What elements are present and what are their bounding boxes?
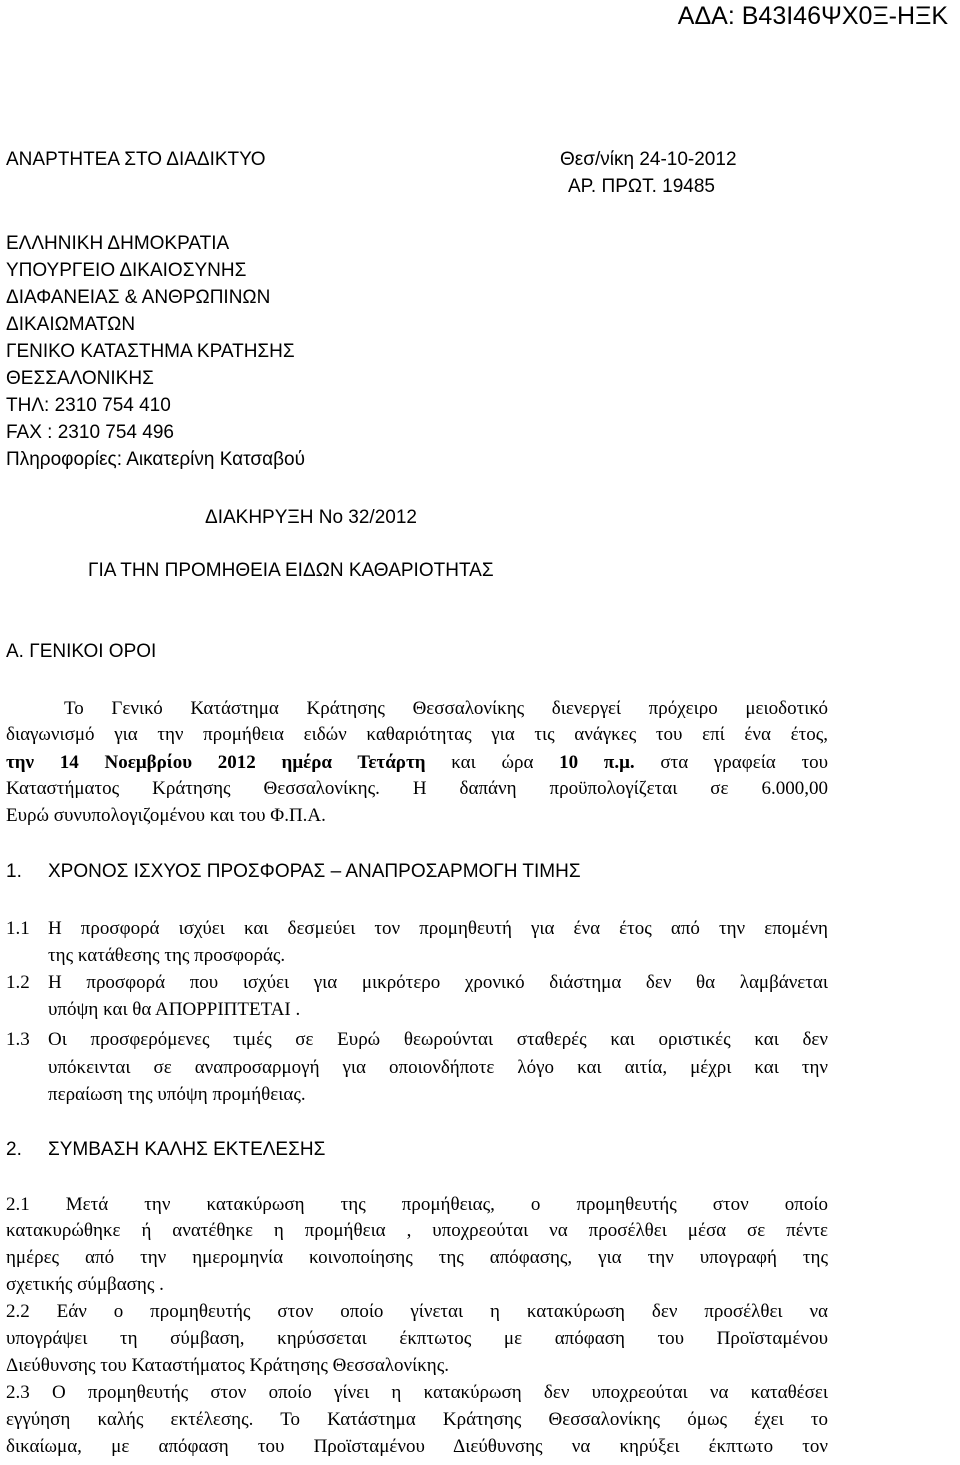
section-2-line: σχετικής σύμβασης . bbox=[6, 1274, 164, 1295]
item-number: 1.2 bbox=[6, 972, 30, 993]
section-2-line: Διεύθυνσης του Καταστήματος Κράτησης Θεσσαλονίκης. bbox=[6, 1355, 450, 1376]
section-1-number: 1. bbox=[6, 861, 22, 882]
tender-date: την 14 Νοεμβρίου 2012 ημέρα Τετάρτη bbox=[6, 752, 426, 773]
sender-line: ΔΙΚΑΙΩΜΑΤΩΝ bbox=[6, 314, 136, 335]
posting-note: ΑΝΑΡΤΗΤΕΑ ΣΤΟ ΔΙΑΔΙΚΤΥΟ bbox=[6, 149, 266, 170]
section-2-line: 2.1 Μετά την κατακύρωση της προμήθειας, ο προμηθευτής στον οποίο bbox=[6, 1194, 828, 1215]
document-date: Θεσ/νίκη 24-10-2012 bbox=[560, 149, 737, 170]
sender-line: ΥΠΟΥΡΓΕΙΟ ΔΙΚΑΙΟΣΥΝΗΣ bbox=[6, 260, 247, 281]
section-a-line-dates bbox=[6, 751, 828, 775]
item-text: της κατάθεσης της προσφοράς. bbox=[48, 945, 286, 966]
section-2-number: 2. bbox=[6, 1139, 22, 1160]
section-a-heading: Α. ΓΕΝΙΚΟΙ ΟΡΟΙ bbox=[6, 641, 157, 662]
protocol-number: ΑΡ. ΠΡΩΤ. 19485 bbox=[568, 176, 715, 197]
item-number: 1.1 bbox=[6, 918, 30, 939]
item-text: περαίωση της υπόψη προμήθειας. bbox=[48, 1084, 306, 1105]
tender-time: 10 π.μ. bbox=[559, 752, 635, 773]
item-text: Η προσφορά ισχύει και δεσμεύει τον προμηθευτή για ένα έτος από την επομένη bbox=[48, 918, 828, 939]
sender-line: ΓΕΝΙΚΟ ΚΑΤΑΣΤΗΜΑ ΚΡΑΤΗΣΗΣ bbox=[6, 341, 295, 362]
section-2-heading: ΣΥΜΒΑΣΗ ΚΑΛΗΣ ΕΚΤΕΛΕΣΗΣ bbox=[48, 1139, 326, 1160]
section-2-line: εγγύηση καλής εκτέλεσης. Το Κατάστημα Κράτησης Θεσσαλονίκης όμως έχει το bbox=[6, 1409, 828, 1430]
section-2-line: υπογράψει τη σύμβαση, κηρύσσεται έκπτωτος με απόφαση του Προϊσταμένου bbox=[6, 1328, 828, 1349]
tender-time-label: και ώρα bbox=[451, 752, 534, 773]
section-1-heading: ΧΡΟΝΟΣ ΙΣΧΥΟΣ ΠΡΟΣΦΟΡΑΣ – ΑΝΑΠΡΟΣΑΡΜΟΓΗ ΤΙΜΗΣ bbox=[48, 861, 581, 882]
item-text: Η προσφορά που ισχύει για μικρότερο χρονικό διάστημα δεν θα λαμβάνεται bbox=[48, 972, 828, 993]
sender-line: ΘΕΣΣΑΛΟΝΙΚΗΣ bbox=[6, 368, 154, 389]
declaration-title: ΔΙΑΚΗΡΥΞΗ Νο 32/2012 bbox=[205, 507, 417, 528]
sender-phone: ΤΗΛ: 2310 754 410 bbox=[6, 395, 171, 416]
section-a-line: Ευρώ συνυπολογιζομένου και του Φ.Π.Α. bbox=[6, 805, 326, 826]
section-a-line: Καταστήματος Κράτησης Θεσσαλονίκης. Η δαπάνη προϋπολογίζεται σε 6.000,00 bbox=[6, 778, 828, 799]
sender-contact: Πληροφορίες: Αικατερίνη Κατσαβού bbox=[6, 449, 305, 470]
item-text: υπόψη και θα ΑΠΟΡΡΙΠΤΕΤΑΙ . bbox=[48, 999, 301, 1020]
item-number: 1.3 bbox=[6, 1029, 30, 1050]
section-2-line: κατακυρώθηκε ή ανατέθηκε η προμήθεια , υποχρεούται να προσέλθει μέσα σε πέντε bbox=[6, 1220, 828, 1241]
section-2-line: 2.3 Ο προμηθευτής στον οποίο γίνει η κατακύρωση δεν υποχρεούται να καταθέσει bbox=[6, 1382, 828, 1403]
section-a-line: διαγωνισμό για την προμήθεια ειδών καθαριότητας για τις ανάγκες του επί ένα έτος, bbox=[6, 724, 828, 745]
sender-line: ΔΙΑΦΑΝΕΙΑΣ & ΑΝΘΡΩΠΙΝΩΝ bbox=[6, 287, 271, 308]
section-2-line: δικαίωμα, με απόφαση του Προϊσταμένου Διεύθυνσης να κηρύξει έκπτωτο τον bbox=[6, 1436, 828, 1457]
sender-line: ΕΛΛΗΝΙΚΗ ΔΗΜΟΚΡΑΤΙΑ bbox=[6, 233, 230, 254]
sender-fax: FAX : 2310 754 496 bbox=[6, 422, 174, 443]
declaration-subject: ΓΙΑ ΤΗΝ ΠΡΟΜΗΘΕΙΑ ΕΙΔΩΝ ΚΑΘΑΡΙΟΤΗΤΑΣ bbox=[88, 560, 494, 581]
ada-code: ΑΔΑ: Β43Ι46ΨΧ0Ξ-ΗΞΚ bbox=[677, 2, 948, 30]
item-text: υπόκεινται σε αναπροσαρμογή για οποιονδήποτε λόγο και αιτία, μέχρι και την bbox=[48, 1057, 828, 1078]
section-2-line: ημέρες από την ημερομηνία κοινοποίησης της απόφασης, για την υπογραφή της bbox=[6, 1247, 828, 1268]
tender-location: στα γραφεία του bbox=[660, 752, 829, 773]
section-a-line: Το Γενικό Κατάστημα Κράτησης Θεσσαλονίκης διενεργεί πρόχειρο μειοδοτικό bbox=[64, 698, 828, 719]
item-text: Οι προσφερόμενες τιμές σε Ευρώ θεωρούνται σταθερές και οριστικές και δεν bbox=[48, 1029, 828, 1050]
section-2-line: 2.2 Εάν ο προμηθευτής στον οποίο γίνεται η κατακύρωση δεν προσέλθει να bbox=[6, 1301, 828, 1322]
